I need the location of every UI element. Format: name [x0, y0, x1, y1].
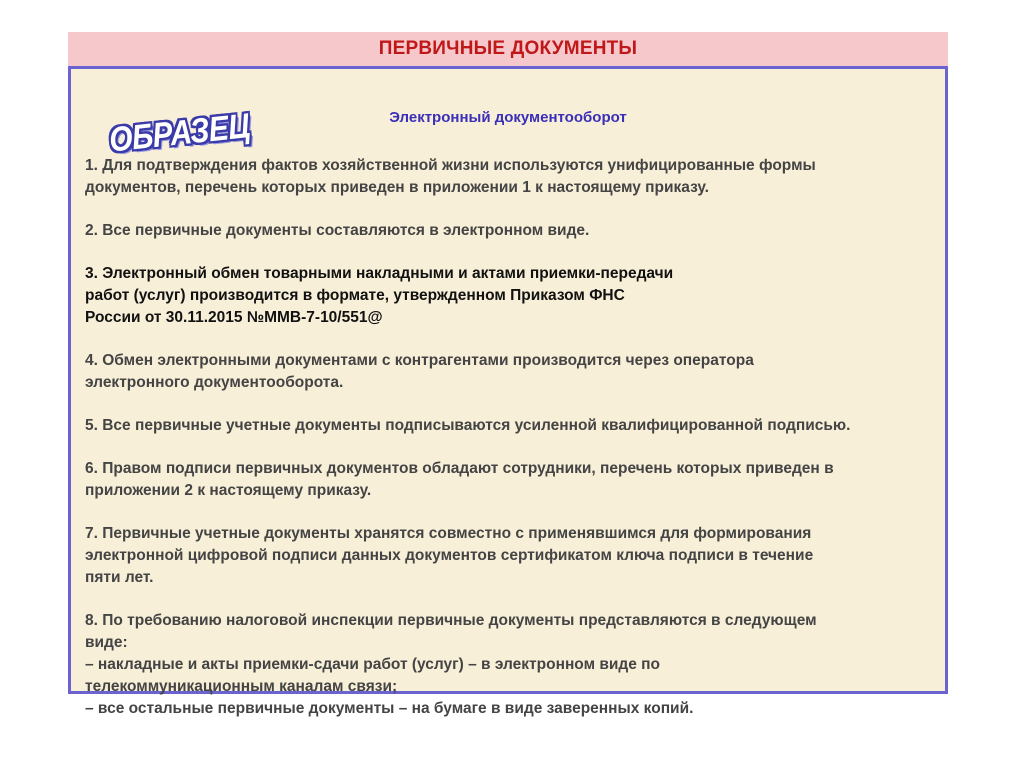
- list-item: 1. Для подтверждения фактов хозяйственной жизни используются унифицированные формы документов, перечень которых приведен в приложении 1 к настоящему приказу.: [85, 157, 816, 196]
- sample-stamp: ОБРАЗЕЦ: [107, 107, 252, 160]
- list-item: 6. Правом подписи первичных документов обладают сотрудники, перечень которых приведен в приложении 2 к настоящему приказу.: [85, 460, 834, 499]
- subtitle: Электронный документооборот: [389, 109, 627, 126]
- list-item: 2. Все первичные документы составляются в электронном виде.: [85, 222, 590, 239]
- list-item: 7. Первичные учетные документы хранятся совместно с применявшимся для формирования электронной цифровой подписи данных документов сертификатом ключа подписи в течение пяти лет.: [85, 525, 814, 586]
- title-bar: [68, 32, 948, 66]
- list-item: 5. Все первичные учетные документы подписываются усиленной квалифицированной подписью.: [85, 417, 851, 434]
- list-item: 3. Электронный обмен товарными накладными и актами приемки-передачи работ (услуг) производится в формате, утвержденном Приказом ФНС России от 30.11.2015 №ММВ-7-10/551@: [85, 265, 674, 326]
- items-list: [85, 155, 935, 741]
- slide: [68, 32, 948, 717]
- list-item: 4. Обмен электронными документами с контрагентами производится через оператора электронного документооборота.: [85, 352, 754, 391]
- page-title: ПЕРВИЧНЫЕ ДОКУМЕНТЫ: [378, 38, 638, 59]
- list-item: 8. По требованию налоговой инспекции первичные документы представляются в следующем виде: – накладные и акты приемки-сдачи работ (услуг) – в электронном виде по телекоммуникационным каналам связи; – все остальные первичные документы – на бумаге в виде заверенных копий.: [85, 612, 817, 717]
- content-panel: [68, 66, 948, 717]
